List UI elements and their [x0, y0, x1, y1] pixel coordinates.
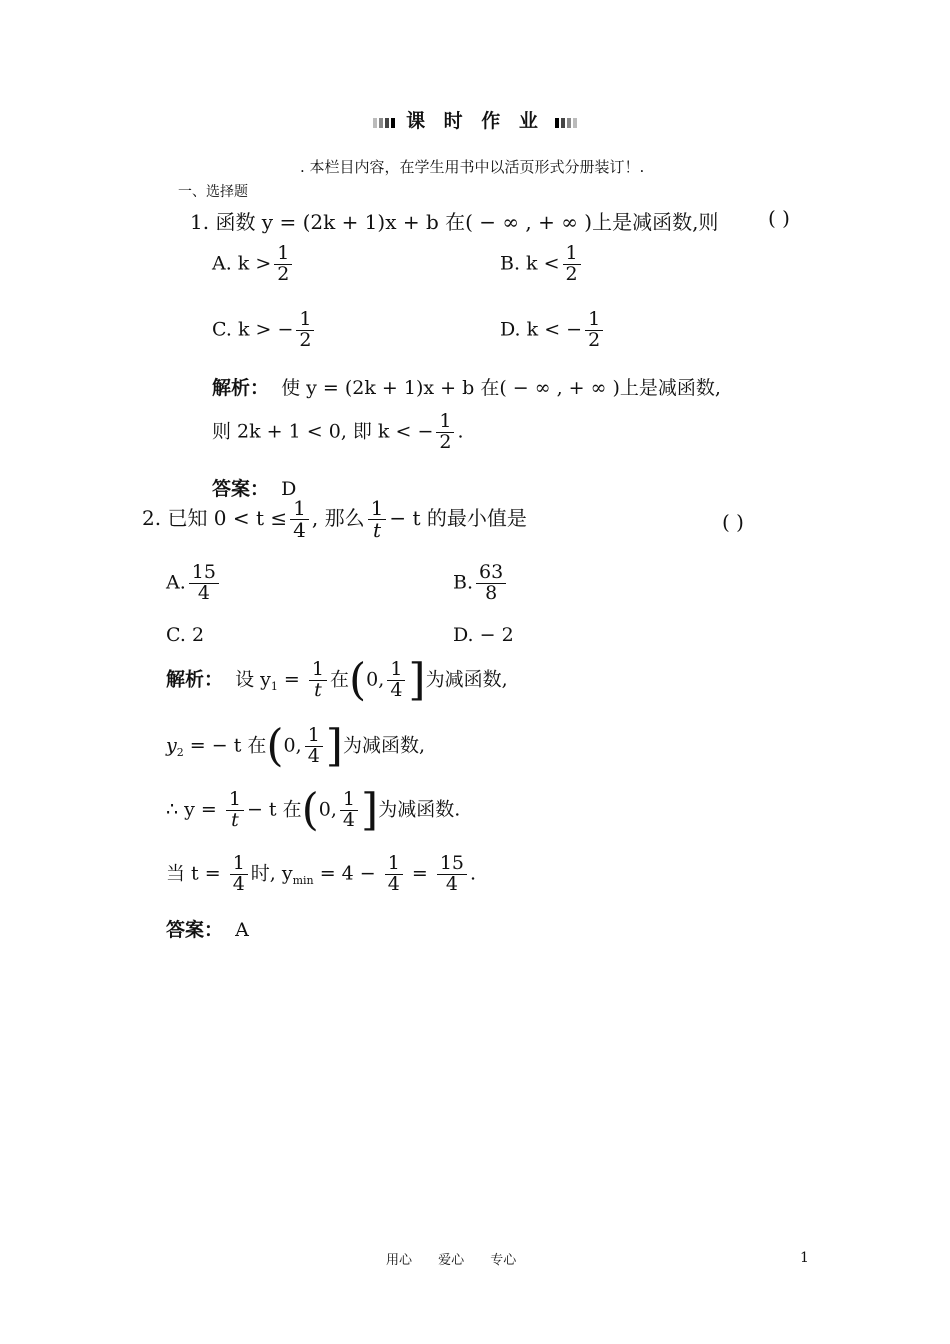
fraction-numerator: 1 — [309, 660, 327, 681]
q2-analysis-label: 解析： — [166, 668, 224, 691]
q2-l1-c: 在 — [329, 668, 349, 691]
fraction-numerator: 1 — [290, 498, 309, 520]
q2-option-b — [453, 563, 509, 604]
q2-l2-a: y — [166, 734, 177, 757]
q2-l3-a: ∴ y = — [166, 798, 223, 821]
page-header — [0, 106, 950, 133]
q2-l3-interval-fraction — [340, 790, 358, 831]
fraction-denominator: 2 — [565, 262, 578, 285]
q2-l1-b: = — [277, 668, 306, 691]
q1-option-a-text: A. k > — [212, 252, 272, 275]
fraction-denominator: 4 — [307, 744, 320, 767]
fraction-denominator: t — [314, 678, 322, 701]
q1-answer-paren: ( ) — [768, 206, 790, 230]
left-paren-bracket: ( — [266, 720, 284, 772]
left-paren-bracket: ( — [349, 654, 367, 706]
fraction-numerator: 15 — [189, 563, 219, 584]
q1-analysis-text2: 则 2k + 1 < 0, 即 k < − — [212, 420, 434, 443]
q1-answer-value: D — [281, 478, 297, 500]
fraction-numerator: 1 — [305, 726, 323, 747]
q1-option-b-text: B. k < — [500, 252, 560, 275]
fraction-numerator: 1 — [368, 498, 387, 520]
fraction-denominator: 4 — [197, 581, 210, 604]
binding-note: . 本栏目内容，在学生用书中以活页形式分册装订！. — [300, 158, 645, 176]
fraction-denominator: 4 — [387, 872, 400, 895]
q2-analysis-line1 — [166, 654, 508, 706]
q2-answer — [166, 915, 249, 942]
q2-answer-value: A — [235, 919, 249, 941]
q2-analysis-line2 — [166, 720, 425, 772]
page-title: 课 时 作 业 — [406, 110, 544, 132]
q2-l4-b: 时, y — [250, 862, 293, 885]
q2-option-b-fraction — [476, 563, 506, 604]
q1-option-b — [500, 244, 584, 285]
q2-option-d: D. − 2 — [453, 624, 514, 646]
interval-start: 0, — [318, 798, 337, 821]
fraction-numerator: 1 — [385, 854, 403, 875]
fraction-numerator: 1 — [226, 790, 244, 811]
q2-option-a — [166, 563, 222, 604]
q2-l2-c: 为减函数, — [342, 734, 425, 757]
q2-l3-fraction — [226, 790, 244, 831]
q2-answer-label: 答案： — [166, 919, 224, 941]
q2-analysis-line3 — [166, 784, 461, 836]
q1-option-c-fraction — [296, 310, 314, 351]
q2-analysis-line4 — [166, 854, 476, 895]
fraction-denominator: 8 — [485, 581, 498, 604]
q1-option-a-fraction — [274, 244, 292, 285]
q2-stem-fraction2 — [368, 498, 387, 541]
left-paren-bracket: ( — [301, 784, 319, 836]
q2-l2-b: = − t 在 — [183, 734, 267, 757]
left-bars-decoration — [372, 111, 396, 133]
q1-analysis-period: . — [457, 420, 464, 443]
right-square-bracket: ] — [361, 784, 379, 836]
right-bars-decoration — [554, 111, 578, 133]
fraction-numerator: 1 — [563, 244, 581, 265]
q2-l1-a: 设 y — [235, 668, 271, 691]
q2-option-b-text: B. — [453, 571, 474, 594]
fraction-denominator: 4 — [293, 518, 306, 542]
q2-l4-e: . — [470, 862, 477, 885]
q2-stem-c: − t 的最小值是 — [389, 506, 527, 530]
q1-stem: 1. 函数 y = (2k + 1)x + b 在( − ∞ , + ∞ )上是减函数,则 — [190, 210, 719, 234]
fraction-numerator: 63 — [476, 563, 506, 584]
q2-l4-a: 当 t = — [166, 862, 227, 885]
q1-analysis-label: 解析： — [212, 377, 270, 399]
q2-l2-interval-fraction — [305, 726, 323, 767]
q2-l4-fraction3 — [437, 854, 467, 895]
q2-l4-fraction2 — [385, 854, 403, 895]
fraction-denominator: t — [372, 518, 381, 542]
q1-answer — [212, 474, 296, 501]
q1-analysis-text1: 使 y = (2k + 1)x + b 在( − ∞ , + ∞ )上是减函数, — [281, 377, 721, 399]
fraction-numerator: 1 — [340, 790, 358, 811]
q1-option-b-fraction — [563, 244, 581, 285]
fraction-numerator: 1 — [296, 310, 314, 331]
q2-answer-paren: ( ) — [722, 510, 744, 534]
q2-l4-sub: min — [292, 874, 314, 888]
fraction-denominator: t — [231, 808, 239, 831]
q2-stem-fraction1 — [290, 498, 309, 541]
q2-l1-d: 为减函数, — [425, 668, 508, 691]
q1-option-d — [500, 310, 606, 351]
fraction-numerator: 1 — [387, 660, 405, 681]
right-square-bracket: ] — [325, 720, 343, 772]
q2-l1-interval-fraction — [387, 660, 405, 701]
fraction-numerator: 1 — [436, 412, 454, 433]
q2-option-a-fraction — [189, 563, 219, 604]
q1-option-c-text: C. k > − — [212, 318, 294, 341]
footer-text: 用心 爱心 专心 — [386, 1253, 517, 1268]
q2-l3-c: 为减函数. — [378, 798, 461, 821]
q2-stem-b: , 那么 — [311, 506, 365, 530]
fraction-denominator: 2 — [277, 262, 290, 285]
fraction-numerator: 1 — [230, 854, 248, 875]
fraction-numerator: 15 — [437, 854, 467, 875]
q2-option-a-text: A. — [166, 571, 186, 594]
q1-option-d-text: D. k < − — [500, 318, 583, 341]
q2-l4-c: = 4 − — [313, 862, 382, 885]
q1-option-d-fraction — [585, 310, 603, 351]
q2-option-c: C. 2 — [166, 624, 205, 646]
q1-answer-label: 答案： — [212, 478, 270, 500]
q2-l4-fraction1 — [230, 854, 248, 895]
q2-stem — [142, 498, 527, 541]
q1-analysis-line1 — [212, 373, 721, 400]
page-number: 1 — [800, 1250, 809, 1266]
q2-l1-sub: 1 — [270, 680, 278, 694]
q1-analysis-fraction — [436, 412, 454, 453]
fraction-denominator: 2 — [439, 430, 452, 453]
right-square-bracket: ] — [408, 654, 426, 706]
fraction-denominator: 2 — [299, 328, 312, 351]
q2-l4-d: = — [405, 862, 434, 885]
fraction-denominator: 2 — [588, 328, 601, 351]
q2-l1-fraction — [309, 660, 327, 701]
fraction-numerator: 1 — [585, 310, 603, 331]
q2-l3-b: − t 在 — [246, 798, 302, 821]
fraction-denominator: 4 — [342, 808, 356, 831]
q1-analysis-line2 — [212, 412, 464, 453]
q1-option-a — [212, 244, 295, 285]
fraction-numerator: 1 — [274, 244, 292, 265]
fraction-denominator: 4 — [232, 872, 245, 895]
fraction-denominator: 4 — [445, 872, 458, 895]
q1-option-c — [212, 310, 317, 351]
fraction-denominator: 4 — [390, 678, 403, 701]
section-label: 一、选择题 — [178, 184, 248, 200]
q2-stem-a: 2. 已知 0 < t ≤ — [142, 506, 288, 530]
q2-l2-sub: 2 — [176, 746, 184, 760]
interval-start: 0, — [283, 734, 302, 757]
interval-start: 0, — [366, 668, 385, 691]
